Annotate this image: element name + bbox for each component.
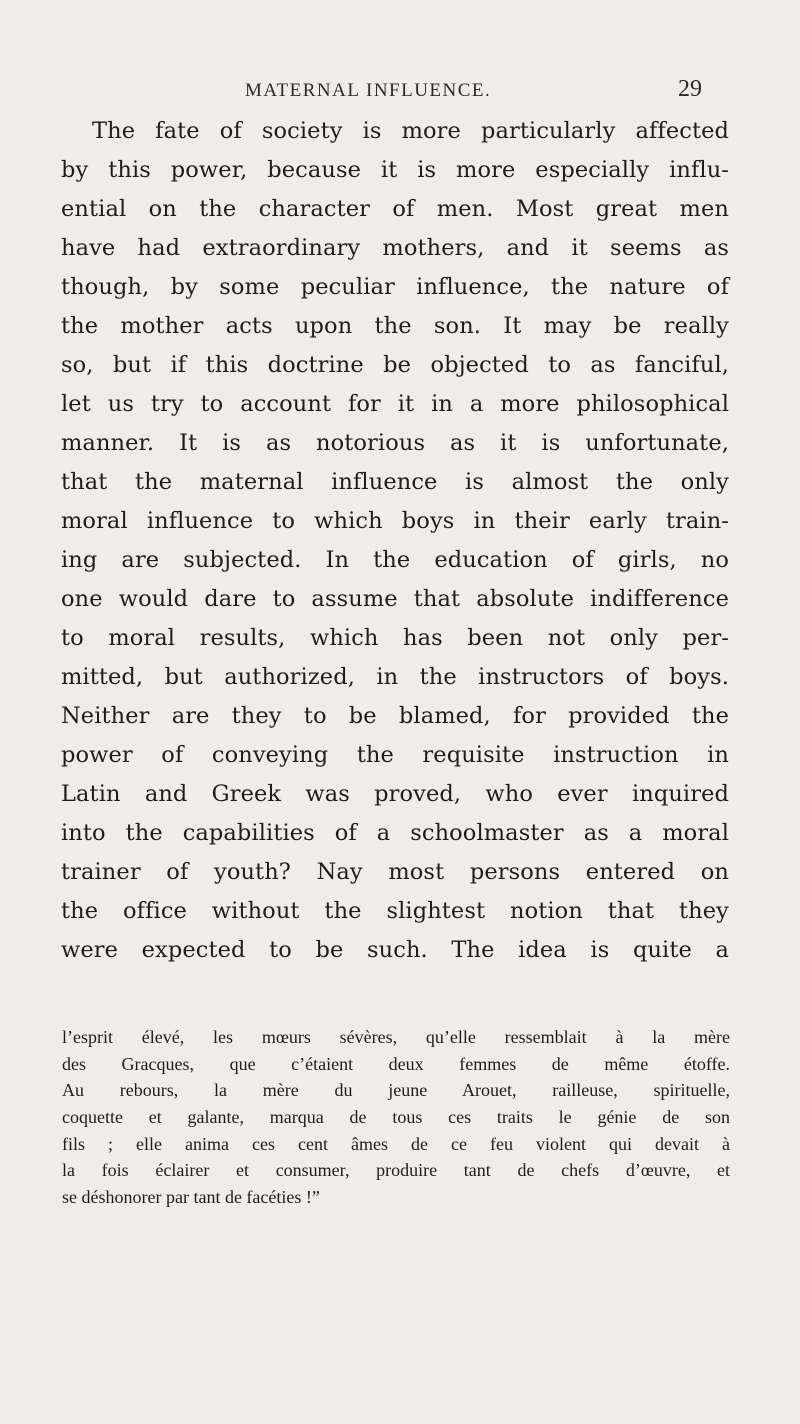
text-line: ential on the character of men. Most great men [61, 196, 729, 222]
footnote-line: coquette et galante, marqua de tous ces traits le génie de son [62, 1107, 730, 1128]
text-line: let us try to account for it in a more philosophical [61, 391, 729, 417]
text-line: have had extraordinary mothers, and it seems as [61, 235, 729, 261]
page-number: 29 [678, 76, 702, 102]
text-line: to moral results, which has been not only per- [61, 625, 729, 651]
running-title: MATERNAL INFLUENCE. [245, 80, 492, 101]
footnote-line: l’esprit élevé, les mœurs sévères, qu’elle ressemblait à la mère [62, 1027, 730, 1047]
footnote-line: la fois éclairer et consumer, produire tant de chefs d’œuvre, et [62, 1160, 730, 1181]
footnote-line: fils ; elle anima ces cent âmes de ce feu violent qui devait à [62, 1133, 730, 1154]
text-line: were expected to be such. The idea is quite a [61, 937, 729, 963]
footnote-line: Au rebours, la mère du jeune Arouet, railleuse, spirituelle, [62, 1080, 730, 1101]
text-line: power of conveying the requisite instruction in [61, 742, 729, 768]
text-line: though, by some peculiar influence, the nature of [61, 274, 729, 300]
text-line: mitted, but authorized, in the instructors of boys. [61, 664, 729, 690]
footnote-block [62, 1024, 730, 1211]
text-line: Latin and Greek was proved, who ever inquired [61, 781, 729, 807]
text-line: Neither are they to be blamed, for provided the [61, 703, 729, 729]
text-line: The fate of society is more particularly affected [92, 118, 729, 144]
text-line: the mother acts upon the son. It may be really [61, 313, 729, 339]
text-line: one would dare to assume that absolute indifference [61, 586, 729, 612]
text-line: by this power, because it is more especially influ- [61, 157, 729, 183]
text-line: manner. It is as notorious as it is unfortunate, [61, 430, 729, 456]
text-line: ing are subjected. In the education of girls, no [61, 547, 729, 573]
text-line: the office without the slightest notion that they [61, 898, 729, 924]
text-line: so, but if this doctrine be objected to as fanciful, [61, 352, 729, 378]
text-line: into the capabilities of a schoolmaster as a moral [61, 820, 729, 846]
main-paragraph [61, 112, 729, 970]
footnote-line: se déshonorer par tant de facéties !” [62, 1187, 320, 1208]
text-line: trainer of youth? Nay most persons entered on [61, 859, 729, 885]
footnote-line: des Gracques, que c’étaient deux femmes de même étoffe. [62, 1053, 730, 1074]
text-line: moral influence to which boys in their early train- [61, 508, 729, 534]
text-line: that the maternal influence is almost the only [61, 469, 729, 495]
